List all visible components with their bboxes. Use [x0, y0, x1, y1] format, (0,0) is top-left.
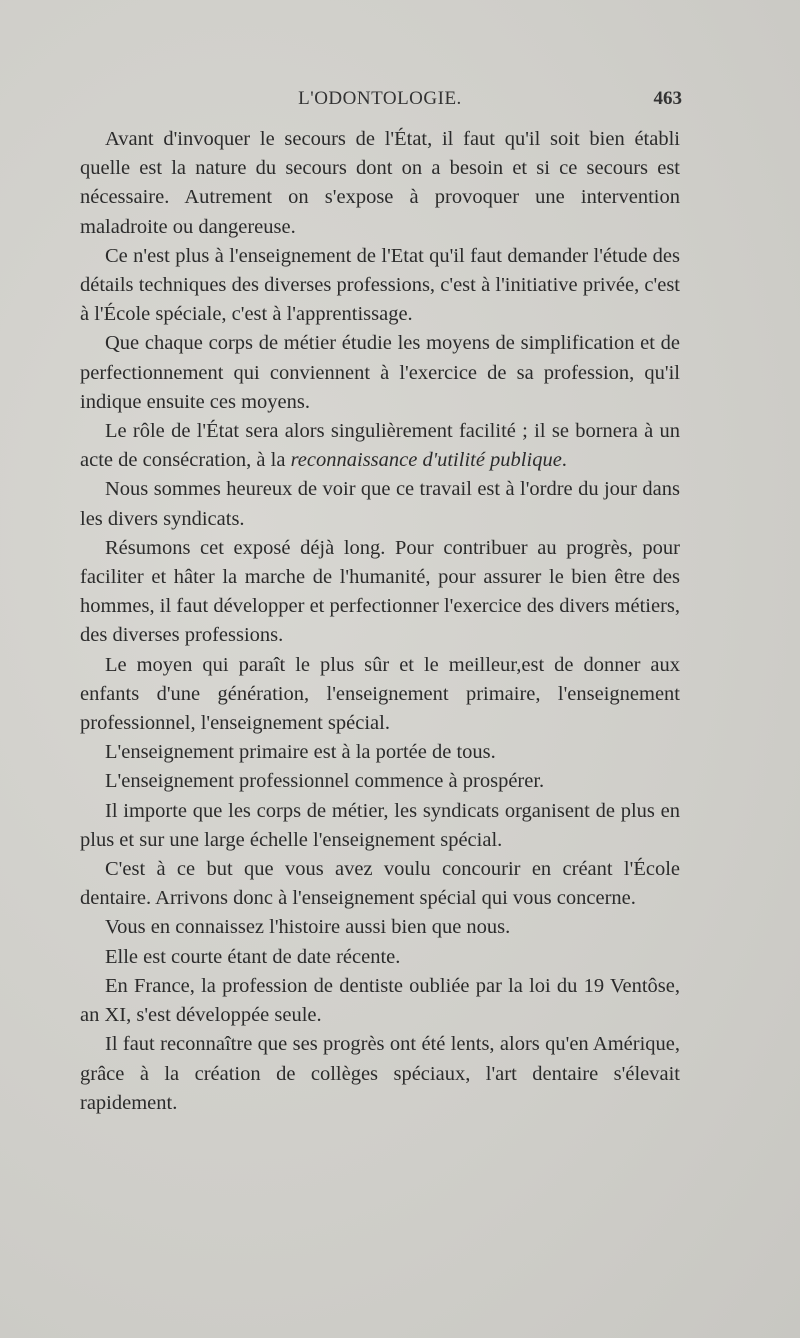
paragraph: Elle est courte étant de date récente.: [105, 945, 401, 968]
page-number: 463: [653, 88, 682, 109]
paragraph: Que chaque corps de métier étudie les moyens de simplification et de perfectionnement qui conviennent à l'exercice de sa profession, qu'il indique ensuite ces moyens.: [80, 332, 680, 413]
paragraph: Il faut reconnaître que ses progrès ont été lents, alors qu'en Amérique, grâce à la création de collèges spéciaux, l'art dentaire s'élevait rapidement.: [80, 1033, 680, 1114]
running-header: [80, 88, 680, 114]
paragraph: En France, la profession de dentiste oubliée par la loi du 19 Ventôse, an XI, s'est développée seule.: [80, 974, 680, 1027]
paragraph: Nous sommes heureux de voir que ce travail est à l'ordre du jour dans les divers syndicats.: [80, 478, 680, 530]
body-text: [80, 125, 680, 1118]
paragraph: L'enseignement primaire est à la portée de tous.: [105, 741, 496, 764]
paragraph: Vous en connaissez l'histoire aussi bien que nous.: [105, 916, 511, 939]
paragraph: C'est à ce but que vous avez voulu concourir en créant l'École dentaire. Arrivons donc à l'enseignement spécial qui vous concerne.: [80, 858, 680, 910]
paragraph: [80, 417, 680, 475]
paragraph-text: Le rôle de l'État sera alors singulièrement facilité ; il se bornera à un acte de consécration, à la: [80, 420, 680, 472]
paragraph: Avant d'invoquer le secours de l'État, il faut qu'il soit bien établi quelle est la nature du secours dont on a besoin et si ce secours est nécessaire. Autrement on s'expose à provoquer une intervention maladroite ou dangereuse.: [80, 128, 680, 238]
italic-phrase: reconnaissance d'utilité publique: [290, 449, 562, 472]
paragraph: Ce n'est plus à l'enseignement de l'Etat qu'il faut demander l'étude des détails techniques des diverses professions, c'est à l'initiative privée, c'est à l'École spéciale, c'est à l'apprentissage.: [80, 244, 680, 326]
paragraph-text: .: [561, 449, 567, 472]
paragraph: Résumons cet exposé déjà long. Pour contribuer au progrès, pour faciliter et hâter la marche de l'humanité, pour assurer le bien être des hommes, il faut développer et perfectionner l'exercice des divers métiers, des diverses professions.: [80, 536, 680, 647]
paragraph: Le moyen qui paraît le plus sûr et le meilleur,est de donner aux enfants d'une génération, l'enseignement primaire, l'enseignement professionnel, l'enseignement spécial.: [80, 653, 680, 735]
paragraph: L'enseignement professionnel commence à prospérer.: [105, 770, 545, 793]
paragraph: Il importe que les corps de métier, les syndicats organisent de plus en plus et sur une large échelle l'enseignement spécial.: [80, 799, 680, 851]
running-title: L'ODONTOLOGIE.: [298, 88, 462, 109]
